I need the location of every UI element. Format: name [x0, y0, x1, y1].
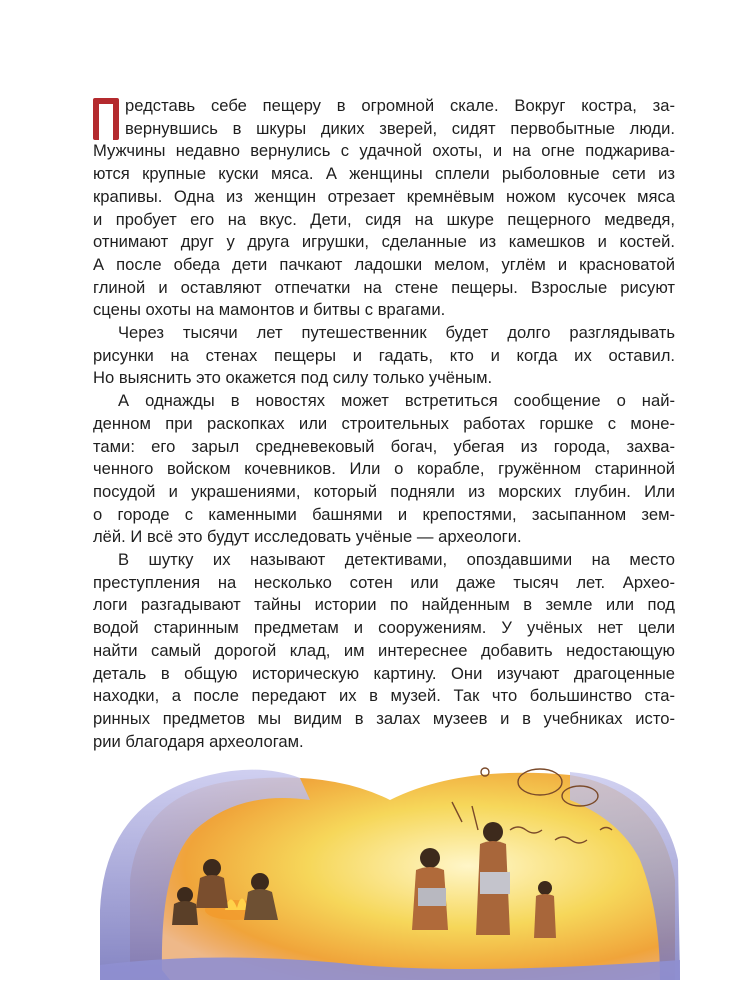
text-line: лёй. И всё это будут исследовать учёные — археологи. [93, 527, 522, 547]
text-line: рисунки на стенах пещеры и гадать, кто и когда их оставил. [93, 345, 675, 365]
text-line: найти самый дорогой клад, им интереснее добавить недостающую [93, 640, 675, 660]
text-line: преступления на несколько сотен или даже тысяч лет. Архео- [93, 572, 675, 592]
article-text [93, 95, 675, 753]
text-line: находки, а после передают их в музей. Так что большинство ста- [93, 686, 675, 706]
text-line: денном при раскопках или строительных работах горшке с моне- [93, 413, 675, 433]
text-line: Через тысячи лет путешественник будет долго разглядывать [118, 323, 675, 343]
text-line: водой старинным предметам и сооружениям. У учёных нет цели [93, 618, 675, 638]
text-line: сцены охоты на мамонтов и битвы с врагами. [93, 300, 446, 320]
dropcap-counter [99, 104, 113, 140]
text-line: тами: его зарыл средневековый богач, убегая из города, захва- [93, 436, 675, 456]
text-line: отнимают друг у друга игрушки, сделанные из камешков и костей. [93, 232, 675, 252]
text-line: ченного войском кочевников. Или о корабле, гружённом старинной [93, 459, 675, 479]
cave-illustration [100, 760, 680, 980]
text-line: А однажды в новостях может встретиться сообщение о най- [118, 391, 675, 411]
text-line: крапивы. Одна из женщин отрезает кремнёвым ножом кусочек мяса [93, 186, 675, 206]
text-line: и пробует его на вкус. Дети, сидя на шкуре пещерного медведя, [93, 209, 675, 229]
text-line: логи разгадывают тайны истории по найденным в земле или под [93, 595, 675, 615]
text-line: посудой и украшениями, который подняли из морских глубин. Или [93, 481, 675, 501]
text-line: редставь себе пещеру в огромной скале. Вокруг костра, за- [125, 96, 675, 115]
dropcap [93, 98, 119, 140]
text-line: Но выяснить это окажется под силу только учёным. [93, 368, 493, 388]
text-line: ринных предметов мы видим в залах музеев и в учебниках исто- [93, 708, 675, 728]
text-line: Мужчины недавно вернулись с удачной охоты, и на огне поджарива- [93, 141, 675, 161]
text-line: В шутку их называют детективами, опоздавшими на место [118, 550, 675, 570]
text-line: о городе с каменными башнями и крепостями, засыпанном зем- [93, 504, 675, 524]
text-line: рии благодаря археологам. [93, 731, 304, 751]
paragraphs [93, 95, 675, 753]
text-line: деталь в общую историческую картину. Они изучают драгоценные [93, 663, 675, 683]
text-line: ются крупные куски мяса. А женщины сплели рыболовные сети из [93, 164, 675, 184]
text-line: глиной и оставляют отпечатки на стене пещеры. Взрослые рисуют [93, 277, 675, 297]
text-line: вернувшись в шкуры диких зверей, сидят первобытные люди. [125, 118, 675, 138]
text-line: А после обеда дети пачкают ладошки мелом, углём и красноватой [93, 254, 675, 274]
